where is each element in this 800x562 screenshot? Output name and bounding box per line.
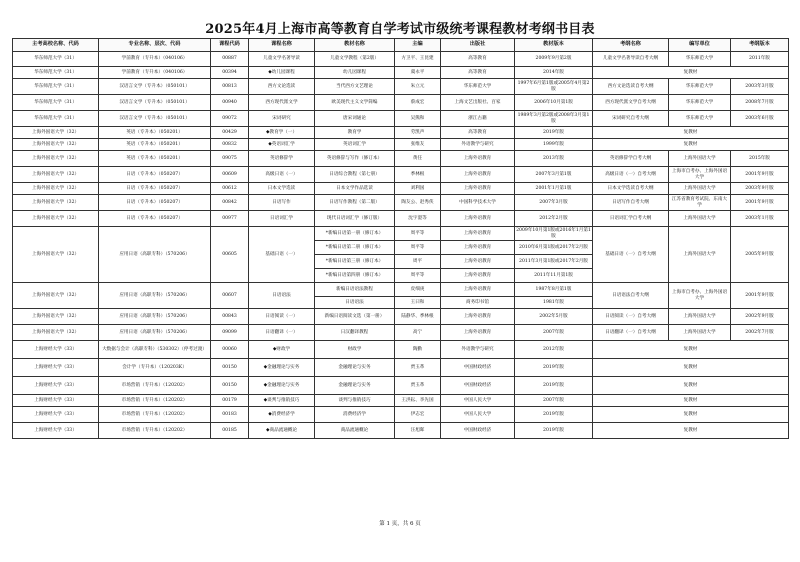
table-cell: 上海外语教育 xyxy=(441,183,515,195)
table-cell: 2011年3月第1版或2017年2月版 xyxy=(515,255,593,269)
table-cell: 00887 xyxy=(211,52,249,67)
table-cell: 上海外语教育 xyxy=(441,151,515,167)
table-cell: 日语词汇学自考大纲 xyxy=(593,211,669,227)
table-cell: 上海外国语大学（32） xyxy=(13,283,99,309)
table-cell: 日语阅读（一） xyxy=(249,309,315,325)
table-cell: 周平等 xyxy=(395,227,441,241)
table-cell: 上海外国语大学 xyxy=(669,151,731,167)
table-cell: 中国财政经济 xyxy=(441,359,515,377)
table-cell: 英语修辞学自考大纲 xyxy=(593,151,669,167)
table-cell: 金融理论与实务 xyxy=(315,359,395,377)
table-cell: 2019年版 xyxy=(515,377,593,395)
table-cell: 日汉翻译教程 xyxy=(315,325,395,341)
table-cell: 陆静华、季林根 xyxy=(395,309,441,325)
table-cell: 吴熊和 xyxy=(395,111,441,127)
table-row xyxy=(13,183,789,195)
table-row xyxy=(13,211,789,227)
table-cell: 蔡成宏 xyxy=(395,95,441,111)
table-cell: 上海财经大学（33） xyxy=(13,407,99,423)
table-cell: 汉语言文学（专升本）（050101） xyxy=(99,79,211,95)
table-cell: 日语写作 xyxy=(249,195,315,211)
table-cell: 日语词汇学 xyxy=(249,211,315,227)
table-cell: 上海外语教育 xyxy=(441,241,515,255)
table-cell: 上海财经大学（33） xyxy=(13,341,99,359)
table-cell: 市场营销（专升本）（120202） xyxy=(99,407,211,423)
table-cell: 上海外国语大学 xyxy=(669,325,731,341)
table-cell: ◆谈判与推销技巧 xyxy=(249,395,315,407)
table-cell: 市场营销（专升本）（120202） xyxy=(99,423,211,439)
header-cell: 教材版本 xyxy=(515,39,593,52)
table-row xyxy=(13,79,789,95)
table-cell: 2013年版 xyxy=(515,151,593,167)
table-cell: 周平 xyxy=(395,255,441,269)
table-cell: 市场营销（专升本）（120202） xyxy=(99,395,211,407)
table-cell: 季林根 xyxy=(395,167,441,183)
table-cell: 华东师范大学（31） xyxy=(13,79,99,95)
table-cell: 华东师范大学（31） xyxy=(13,95,99,111)
table-cell: 2003年6月版 xyxy=(731,111,789,127)
table-cell: 方卫平、王昆建 xyxy=(395,52,441,67)
table-row xyxy=(13,377,789,395)
table-header-row xyxy=(13,39,789,52)
table-cell: 2002年7月版 xyxy=(731,325,789,341)
table-cell: 外语教学与研究 xyxy=(441,341,515,359)
table-cell: 日本文学作品选读 xyxy=(315,183,395,195)
table-cell: 新编日语语法教程 xyxy=(315,283,395,297)
table-cell: 上海外国语大学（32） xyxy=(13,167,99,183)
table-cell: 上海外语教育 xyxy=(441,283,515,297)
table-cell: 沈宇澄等 xyxy=(395,211,441,227)
table-cell: 西方文论选读自考大纲 xyxy=(593,79,669,95)
table-cell: 西方现代派文学 xyxy=(249,95,315,111)
table-cell: 2002年9月版 xyxy=(731,309,789,325)
table-cell: 上海外国语大学 xyxy=(669,309,731,325)
table-cell: 2003年3月版 xyxy=(731,79,789,95)
table-cell: 2012年2月版 xyxy=(515,211,593,227)
table-cell: 2001年9月版 xyxy=(731,195,789,211)
table-cell: 00612 xyxy=(211,183,249,195)
table-row xyxy=(13,341,789,359)
table-cell: 日本文学选读自考大纲 xyxy=(593,183,669,195)
table-cell: 2003年9月版 xyxy=(731,183,789,195)
table-cell: 00832 xyxy=(211,139,249,151)
table-cell: 现代日语词汇学（修订版） xyxy=(315,211,395,227)
table-row xyxy=(13,423,789,439)
header-cell: 主考高校名称、代码 xyxy=(13,39,99,52)
table-cell: 周平等 xyxy=(395,241,441,255)
table-cell: 2006年10月第1版 xyxy=(515,95,593,111)
table-row xyxy=(13,95,789,111)
table-cell: *新编日语第四册（修订本） xyxy=(315,269,395,283)
table-cell: 劳凯声 xyxy=(395,127,441,139)
table-cell: 朱立元 xyxy=(395,79,441,95)
table-cell: *新编日语第二册（修订本） xyxy=(315,241,395,255)
table-cell: 王曰和 xyxy=(395,297,441,309)
table-cell: *新编日语第三册（修订本） xyxy=(315,255,395,269)
table-cell: 复教材 xyxy=(593,395,789,407)
table-cell: 上海文艺出版社、百家 xyxy=(441,95,515,111)
table-cell: 日语阅读（一）自考大纲 xyxy=(593,309,669,325)
table-cell: 2003年1月版 xyxy=(731,211,789,227)
table-row xyxy=(13,151,789,167)
table-cell: 上海财经大学（33） xyxy=(13,377,99,395)
table-cell: 上海外国语大学 xyxy=(669,227,731,283)
table-row xyxy=(13,111,789,127)
table-cell: 2009年9月第2版 xyxy=(515,52,593,67)
table-cell: 2015年版 xyxy=(731,151,789,167)
table-cell: 2019年版 xyxy=(515,359,593,377)
table-cell: 日语翻译（一）自考大纲 xyxy=(593,325,669,341)
table-row xyxy=(13,139,789,151)
table-cell: 上海外国语大学（32） xyxy=(13,139,99,151)
table-cell: 上海外国语大学（32） xyxy=(13,325,99,341)
table-cell: 皮细庚 xyxy=(395,283,441,297)
table-cell: 儿童文学名著导读自考大纲 xyxy=(593,52,669,67)
table-cell: 2010年6月第1版或2017年2月版 xyxy=(515,241,593,255)
table-cell: 华东师范大学 xyxy=(441,79,515,95)
table-cell: 1999年版 xyxy=(515,139,593,151)
table-cell: 王洪耘、李先国 xyxy=(395,395,441,407)
table-cell: 复教材 xyxy=(593,359,789,377)
table-cell: 上海外语教育 xyxy=(441,167,515,183)
table-cell: 上海外国语大学 xyxy=(669,211,731,227)
table-cell: 虞永平 xyxy=(395,67,441,79)
table-cell: 2019年版 xyxy=(515,407,593,423)
table-cell: 消费经济学 xyxy=(315,407,395,423)
table-cell: 上海外国语大学（32） xyxy=(13,151,99,167)
table-cell: ◆教育学（一） xyxy=(249,127,315,139)
table-cell: 2007年3月第1版 xyxy=(515,167,593,183)
table-row xyxy=(13,227,789,241)
table-cell: 华东师范大学（31） xyxy=(13,67,99,79)
table-cell: 商品流通概论 xyxy=(315,423,395,439)
header-cell: 主编 xyxy=(395,39,441,52)
table-cell: 市场营销（专升本）（120202） xyxy=(99,377,211,395)
table-cell: 伊志宏 xyxy=(395,407,441,423)
table-cell: 00150 xyxy=(211,359,249,377)
table-cell: 日语写作自考大纲 xyxy=(593,195,669,211)
table-cell: 高级日语（一）自考大纲 xyxy=(593,167,669,183)
table-cell: 日语（专升本）（050207） xyxy=(99,167,211,183)
table-cell: 00977 xyxy=(211,211,249,227)
table-cell: 日语语法 xyxy=(249,283,315,309)
header-cell: 课程名称 xyxy=(249,39,315,52)
table-cell: 英语修辞学 xyxy=(249,151,315,167)
table-cell: 1987年8月第1版 xyxy=(515,283,593,297)
table-cell: 上海外国语大学（32） xyxy=(13,211,99,227)
table-cell: 日语写作教程（第二版） xyxy=(315,195,395,211)
header-cell: 编写单位 xyxy=(669,39,731,52)
table-cell: 应用日语（高职专科）（570206） xyxy=(99,309,211,325)
table-cell: 谈判与推销技巧 xyxy=(315,395,395,407)
table-cell: 日语（专升本）（050207） xyxy=(99,183,211,195)
table-cell: 周平等 xyxy=(395,269,441,283)
table-cell: 张维友 xyxy=(395,139,441,151)
table-cell: ◆幼儿园课程 xyxy=(249,67,315,79)
table-cell: 上海外国语大学（32） xyxy=(13,227,99,283)
table-cell: 贾玉革 xyxy=(395,377,441,395)
table-cell: 日语语法 xyxy=(315,297,395,309)
table-row xyxy=(13,283,789,297)
table-cell: 复教材 xyxy=(593,423,789,439)
table-cell: 00179 xyxy=(211,395,249,407)
table-cell: 贾玉革 xyxy=(395,359,441,377)
table-cell: 华东师范大学（31） xyxy=(13,52,99,67)
table-cell: 复教材 xyxy=(593,341,789,359)
table-cell: 教育学 xyxy=(315,127,395,139)
table-cell: 上海财经大学（33） xyxy=(13,359,99,377)
table-cell: 日语翻译（一） xyxy=(249,325,315,341)
table-cell: 日语（专升本）（050207） xyxy=(99,195,211,211)
table-cell: 2011年版 xyxy=(731,52,789,67)
table-cell: 00185 xyxy=(211,423,249,439)
table-cell: 当代西方文艺理论 xyxy=(315,79,395,95)
table-cell: 陶友公、赵秀侠 xyxy=(395,195,441,211)
table-cell: 2019年版 xyxy=(515,423,593,439)
table-cell: 复教材 xyxy=(593,127,789,139)
table-cell: 09075 xyxy=(211,151,249,167)
table-cell: 复教材 xyxy=(593,377,789,395)
table-cell: 上海外语教育 xyxy=(441,309,515,325)
table-cell: 09072 xyxy=(211,111,249,127)
table-row xyxy=(13,359,789,377)
table-cell: 刘利国 xyxy=(395,183,441,195)
table-cell: 2002年5月版 xyxy=(515,309,593,325)
table-row xyxy=(13,325,789,341)
header-cell: 考纲名称 xyxy=(593,39,669,52)
table-cell: 外语教学与研究 xyxy=(441,139,515,151)
table-cell: 汪旭晖 xyxy=(395,423,441,439)
table-cell: 高级日语（一） xyxy=(249,167,315,183)
table-cell: 华东师范大学 xyxy=(669,95,731,111)
table-cell: 浙江古籍 xyxy=(441,111,515,127)
table-cell: 上海外语教育 xyxy=(441,255,515,269)
table-cell: 2014年版 xyxy=(515,67,593,79)
table-cell: ◆消费经济学 xyxy=(249,407,315,423)
table-cell: 2007年3月版 xyxy=(515,195,593,211)
header-cell: 专业名称、层次、代码 xyxy=(99,39,211,52)
table-cell: 复教材 xyxy=(593,139,789,151)
table-cell: 高等教育 xyxy=(441,127,515,139)
table-cell: 西方文论选读 xyxy=(249,79,315,95)
table-cell: 00607 xyxy=(211,283,249,309)
table-row xyxy=(13,127,789,139)
table-cell: 00940 xyxy=(211,95,249,111)
table-cell: 金融理论与实务 xyxy=(315,377,395,395)
table-cell: 华东师范大学（31） xyxy=(13,111,99,127)
table-cell: 高等教育 xyxy=(441,67,515,79)
header-cell: 出版社 xyxy=(441,39,515,52)
table-cell: 00813 xyxy=(211,79,249,95)
table-cell: 英语（专升本）（050201） xyxy=(99,127,211,139)
table-cell: 中国人民大学 xyxy=(441,395,515,407)
table-cell: 上海外语教育 xyxy=(441,211,515,227)
table-cell: 欧美现代主义文学简编 xyxy=(315,95,395,111)
table-cell: 幼儿园课程 xyxy=(315,67,395,79)
table-cell: 基础日语（一）自考大纲 xyxy=(593,227,669,283)
table-cell: 上海市自考办、上海外国语大学 xyxy=(669,283,731,309)
header-cell: 课程代码 xyxy=(211,39,249,52)
table-row xyxy=(13,195,789,211)
table-cell: ◆财政学 xyxy=(249,341,315,359)
table-cell: 00843 xyxy=(211,309,249,325)
table-cell: 上海外国语大学（32） xyxy=(13,127,99,139)
table-cell: ◆金融理论与实务 xyxy=(249,377,315,395)
table-cell: 日语（专升本）（050207） xyxy=(99,211,211,227)
table-cell: 09099 xyxy=(211,325,249,341)
table-cell: 华东师范大学 xyxy=(669,111,731,127)
table-cell: 江苏省教育考试院、东南大学 xyxy=(669,195,731,211)
table-cell: 上海市自考办、上海外国语大学 xyxy=(669,167,731,183)
table-row xyxy=(13,309,789,325)
table-cell: 00609 xyxy=(211,167,249,183)
table-cell: 上海外国语大学（32） xyxy=(13,195,99,211)
table-cell: 应用日语（高职专科）（570206） xyxy=(99,227,211,283)
table-cell: ◆金融理论与实务 xyxy=(249,359,315,377)
table-cell: 2007年版 xyxy=(515,325,593,341)
table-cell: 复教材 xyxy=(593,407,789,423)
table-cell: 2008年7月版 xyxy=(731,95,789,111)
table-cell: 汉语言文学（专升本）（050101） xyxy=(99,95,211,111)
table-cell: 学前教育（专升本）（040106） xyxy=(99,67,211,79)
table-cell: 中国科学技术大学 xyxy=(441,195,515,211)
table-cell: 高宁 xyxy=(395,325,441,341)
table-cell: 2005年9月版 xyxy=(731,227,789,283)
table-cell: 西方现代派文学自考大纲 xyxy=(593,95,669,111)
table-cell: 商务印书馆 xyxy=(441,297,515,309)
table-row xyxy=(13,52,789,67)
table-cell: 基础日语（一） xyxy=(249,227,315,283)
table-cell: 儿童文学名著导读 xyxy=(249,52,315,67)
table-cell: 00605 xyxy=(211,227,249,283)
table-cell: 上海外国语大学（32） xyxy=(13,309,99,325)
table-cell: 2007年版 xyxy=(515,395,593,407)
table-cell: 1989年3月第2版或2008年3月第1版 xyxy=(515,111,593,127)
table-cell: 唐宋词通论 xyxy=(315,111,395,127)
table-cell: 华东师范大学 xyxy=(669,79,731,95)
table-cell: 00842 xyxy=(211,195,249,211)
table-cell: 应用日语（高职专科）（570206） xyxy=(99,325,211,341)
table-cell: 高等教育 xyxy=(441,52,515,67)
table-cell: 日语综合教程（第七册） xyxy=(315,167,395,183)
table-cell: 英语（专升本）（050201） xyxy=(99,151,211,167)
table-cell: 中国人民大学 xyxy=(441,407,515,423)
table-cell: 宋词研究 xyxy=(249,111,315,127)
table-row xyxy=(13,395,789,407)
table-row xyxy=(13,407,789,423)
table-row xyxy=(13,67,789,79)
table-cell: 黄任 xyxy=(395,151,441,167)
table-cell: 会计学（专升本）（120203K） xyxy=(99,359,211,377)
table-cell: 财政学 xyxy=(315,341,395,359)
table-cell: 儿童文学教程（第2版） xyxy=(315,52,395,67)
table-cell: 上海财经大学（33） xyxy=(13,395,99,407)
table-row xyxy=(13,167,789,183)
table-cell: 1997年6月第1版或2005年4月第2版 xyxy=(515,79,593,95)
table-cell: ◆英语词汇学 xyxy=(249,139,315,151)
table-cell: 应用日语（高职专科）（570206） xyxy=(99,283,211,309)
table-cell: 英语词汇学 xyxy=(315,139,395,151)
table-cell: 00183 xyxy=(211,407,249,423)
table-cell: 上海财经大学（33） xyxy=(13,423,99,439)
textbook-table xyxy=(12,38,789,439)
table-cell: 英语修辞与写作（修订本） xyxy=(315,151,395,167)
table-cell: ◆商品流通概论 xyxy=(249,423,315,439)
table-cell: 日本文学选读 xyxy=(249,183,315,195)
table-cell: 上海外语教育 xyxy=(441,269,515,283)
table-cell: 00060 xyxy=(211,341,249,359)
header-cell: 考纲版本 xyxy=(731,39,789,52)
table-cell: 上海外语教育 xyxy=(441,227,515,241)
table-cell: 2019年版 xyxy=(515,127,593,139)
table-cell: 大数据与会计（高职专科）（530302）（停考过渡） xyxy=(99,341,211,359)
table-cell: 上海外语教育 xyxy=(441,325,515,341)
table-cell: 2011年11月第1版 xyxy=(515,269,593,283)
page-title: 2025年4月上海市高等教育自学考试市级统考课程教材考纲书目表 xyxy=(205,22,595,37)
header-cell: 教材名称 xyxy=(315,39,395,52)
table-cell: 2001年1月第1版 xyxy=(515,183,593,195)
table-cell: 上海外国语大学（32） xyxy=(13,183,99,195)
table-cell: 00150 xyxy=(211,377,249,395)
table-cell: 00394 xyxy=(211,67,249,79)
table-cell: 2001年9月版 xyxy=(731,283,789,309)
table-cell: 陶勤 xyxy=(395,341,441,359)
table-cell: 中国财政经济 xyxy=(441,423,515,439)
table-cell: 2012年版 xyxy=(515,341,593,359)
table-cell: 2009年10月第1版或2016年1月第1版 xyxy=(516,228,591,239)
table-cell: *新编日语第一册（修订本） xyxy=(315,227,395,241)
table-cell: 上海外国语大学 xyxy=(669,183,731,195)
page-number: 第 1 页，共 6 页 xyxy=(379,521,421,527)
table-cell: 英语（专升本）（050201） xyxy=(99,139,211,151)
table-cell: 复教材 xyxy=(593,67,789,79)
table-cell: 中国财政经济 xyxy=(441,377,515,395)
table-cell: 宋词研究自考大纲 xyxy=(593,111,669,127)
table-cell: 2001年9月版 xyxy=(731,167,789,183)
table-cell: 新编日语阅读文选（第一册） xyxy=(315,309,395,325)
table-cell: 日语语法自考大纲 xyxy=(593,283,669,309)
table-cell: 学前教育（专升本）（040106） xyxy=(99,52,211,67)
table-cell: 华东师范大学 xyxy=(669,52,731,67)
table-cell: 1981年版 xyxy=(515,297,593,309)
table-cell: 00429 xyxy=(211,127,249,139)
table-cell: 汉语言文学（专升本）（050101） xyxy=(99,111,211,127)
